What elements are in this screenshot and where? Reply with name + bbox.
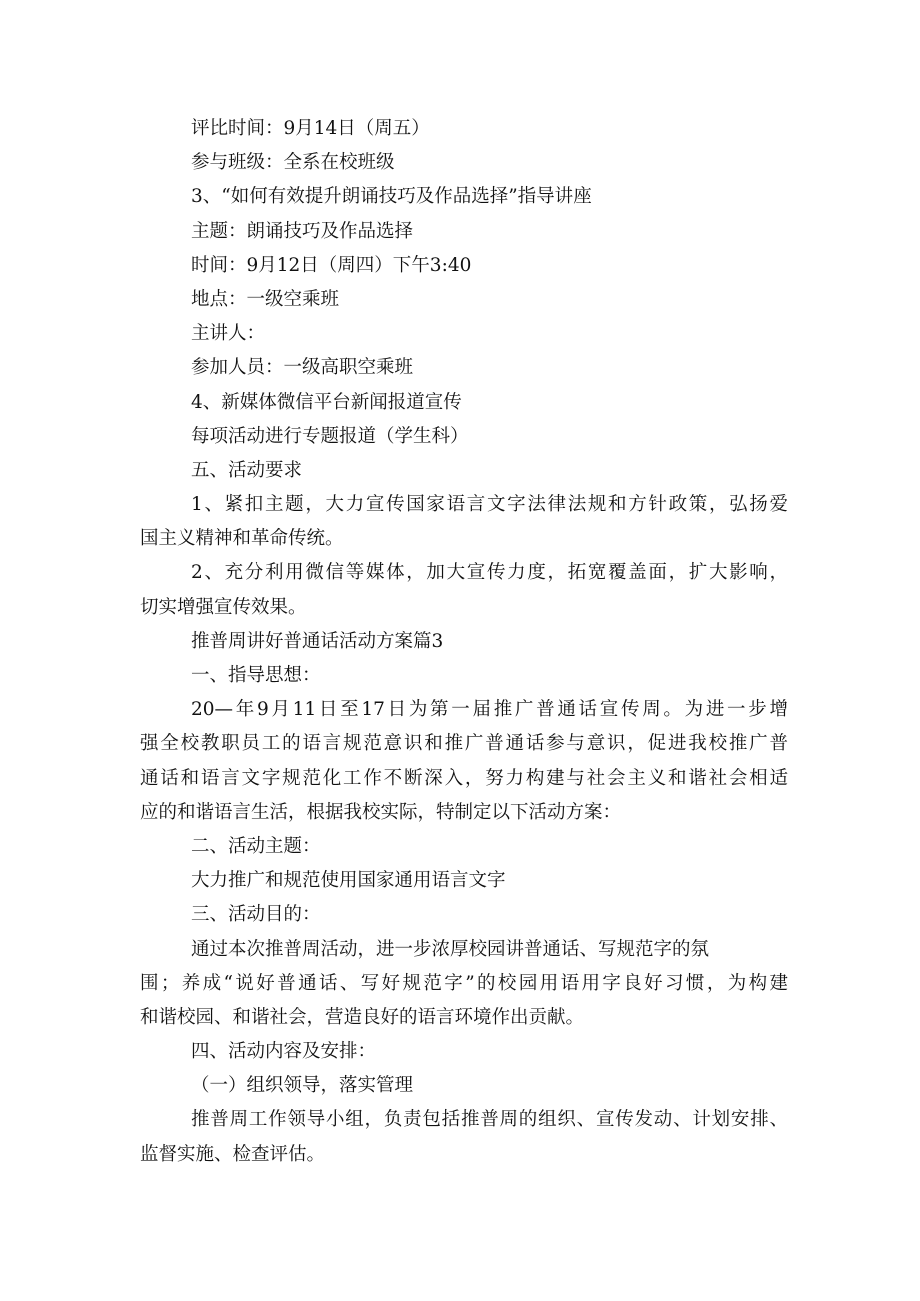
text-line: 参与班级：全系在校班级 (191, 152, 395, 174)
text-line: 主讲人： (191, 323, 266, 345)
text-line: 和谐校园、和谐社会，营造良好的语言环境作出贡献。 (140, 1006, 585, 1028)
section-heading: 四、活动内容及安排： (191, 1041, 377, 1063)
section-heading: 二、活动主题： (191, 835, 321, 857)
text-line: 主题：朗诵技巧及作品选择 (191, 220, 414, 242)
text-line: 20—年9月11日至17日为第一届推广普通话宣传周。为进一步增 (191, 699, 788, 721)
article-title: 推普周讲好普通话活动方案篇3 (191, 630, 444, 652)
subsection-heading: （一）组织领导，落实管理 (191, 1075, 414, 1097)
text-line: 大力推广和规范使用国家通用语言文字 (191, 870, 506, 892)
text-line: 每项活动进行专题报道（学生科） (191, 425, 469, 447)
text-line: 2、充分利用微信等媒体，加大宣传力度，拓宽覆盖面，扩大影响， (191, 562, 788, 584)
section-heading: 一、指导思想： (191, 665, 321, 686)
text-line: 监督实施、检查评估。 (140, 1143, 326, 1165)
text-line: 1、紧扣主题，大力宣传国家语言文字法律法规和方针政策，弘扬爱 (191, 494, 788, 516)
text-line: 应的和谐语言生活，根据我校实际，特制定以下活动方案： (140, 801, 622, 823)
text-line: 强全校教职员工的语言规范意识和推广普通话参与意识，促进我校推广普 (140, 733, 788, 755)
text-line: 国主义精神和革命传统。 (140, 528, 344, 550)
text-line: 通过本次推普周活动，进一步浓厚校园讲普通话、写规范字的氛 (191, 938, 710, 960)
text-line: 评比时间：9月14日（周五） (191, 118, 430, 139)
text-line: 围；养成“说好普通话、写好规范字”的校园用语用字良好习惯，为构建 (140, 972, 788, 994)
document-body (140, 112, 788, 1172)
text-line: 地点：一级空乘班 (191, 288, 340, 310)
text-line: 推普周工作领导小组，负责包括推普周的组织、宣传发动、计划安排、 (191, 1109, 788, 1131)
text-line: 切实增强宣传效果。 (140, 596, 307, 618)
text-line: 通话和语言文字规范化工作不断深入，努力构建与社会主义和谐社会相适 (140, 767, 788, 789)
section-heading: 五、活动要求 (191, 459, 303, 481)
section-heading: 三、活动目的： (191, 904, 321, 926)
text-line: 3、“如何有效提升朗诵技巧及作品选择”指导讲座 (191, 186, 592, 208)
text-line: 参加人员：一级高职空乘班 (191, 357, 414, 379)
text-line: 4、新媒体微信平台新闻报道宣传 (191, 391, 462, 413)
text-line: 时间：9月12日（周四）下午3:40 (191, 254, 472, 276)
